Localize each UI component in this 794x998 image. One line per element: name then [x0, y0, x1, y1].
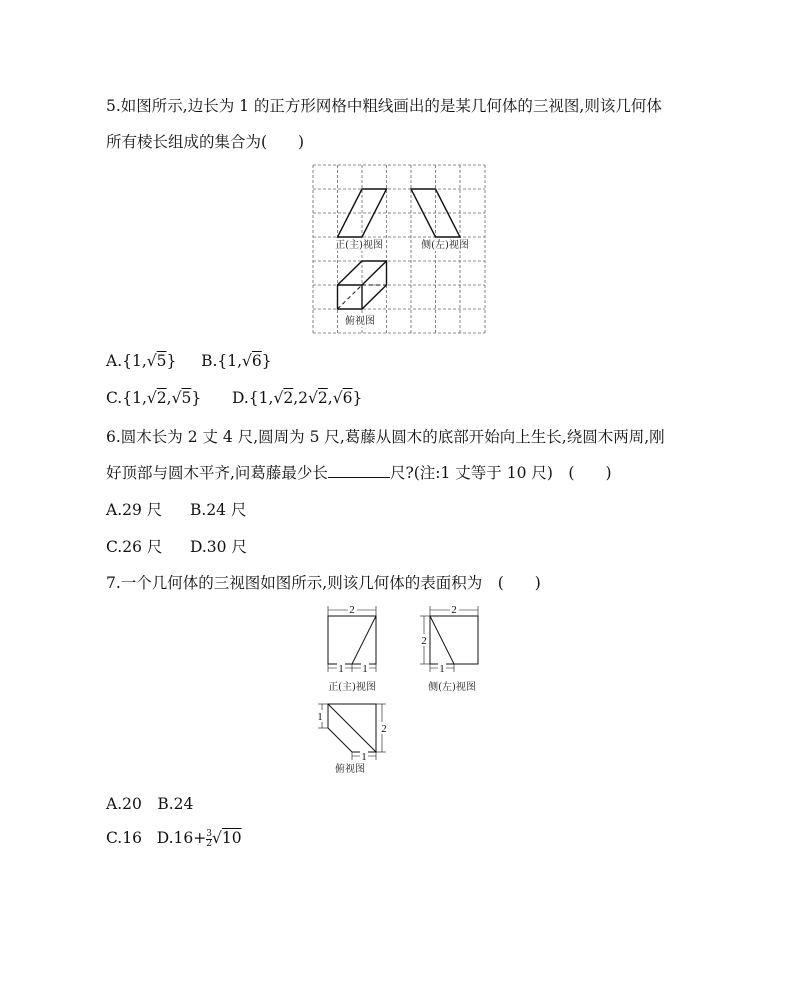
q7-top-caption: 俯视图	[335, 764, 365, 775]
q7-three-view-figure	[306, 602, 486, 778]
q7-optD-root: 10	[221, 829, 242, 847]
q5-optC-root1: 2	[156, 389, 167, 407]
q5-optB-suffix: }	[261, 352, 272, 370]
q7-front-dim-left: 1	[338, 663, 344, 675]
q5-options-cd	[106, 389, 201, 407]
q5-side-caption: 侧(左)视图	[421, 240, 469, 251]
q5-option-b[interactable]: B.{1,√6}	[201, 352, 272, 370]
q5-front-caption: 正(主)视图	[335, 240, 383, 251]
q7-optD-fraction	[206, 830, 212, 849]
q6-stem-line2	[106, 461, 612, 483]
q7-front-dim-top: 2	[349, 604, 355, 616]
q7-optD-num: 3	[206, 828, 212, 839]
q6-option-a[interactable]: A.29 尺	[106, 501, 163, 519]
q5-optA-root: 5	[156, 352, 167, 370]
q6-line2-suffix: 尺?(注:1 丈等于 10 尺) ( )	[389, 464, 612, 482]
q6-answer-blank[interactable]	[328, 463, 390, 478]
q6-line2-prefix: 好顶部与圆木平齐,问葛藤最少长	[106, 464, 328, 482]
q5-options-ab	[106, 352, 272, 370]
q6-stem-line1: 6.圆木长为 2 丈 4 尺,圆周为 5 尺,葛藤从圆木的底部开始向上生长,绕圆木两周,刚	[106, 428, 665, 446]
q5-optC-root2: 5	[181, 389, 192, 407]
q7-front-dim-right: 1	[362, 663, 368, 675]
q5-stem-line1: 5.如图所示,边长为 1 的正方形网格中粗线画出的是某几何体的三视图,则该几何体	[106, 97, 662, 115]
q7-top-dim-bottom: 1	[361, 751, 367, 763]
q5-option-d[interactable]: D.{1,√2,2√2,√6}	[232, 389, 363, 407]
q5-optD-mid2: ,	[327, 389, 333, 407]
q7-stem-line1: 7.一个几何体的三视图如图所示,则该几何体的表面积为 ( )	[106, 574, 541, 592]
q5-optD-suffix: }	[352, 389, 363, 407]
q5-stem-line2: 所有棱长组成的集合为( )	[106, 133, 305, 151]
q5-optC-suffix: }	[191, 389, 202, 407]
q5-optD-root3: 6	[342, 389, 353, 407]
q5-three-view-figure	[312, 164, 488, 336]
q5-optB-root: 6	[251, 352, 262, 370]
q7-optD-prefix: D.16+	[156, 829, 207, 847]
q5-option-c[interactable]: C.{1,√2,√5}	[106, 389, 202, 407]
q7-option-d[interactable]: D.16+ $\frac{3}{2}$ √10	[156, 828, 242, 849]
q7-options-ab[interactable]: A.20 B.24	[106, 795, 194, 813]
q7-front-caption: 正(主)视图	[328, 682, 376, 693]
q5-optA-prefix: A.{1,	[106, 352, 147, 370]
q5-optC-prefix: C.{1,	[106, 389, 147, 407]
q5-optD-root1: 2	[283, 389, 294, 407]
q5-optA-suffix: }	[166, 352, 177, 370]
q7-side-dim-bottom: 1	[439, 663, 445, 675]
q5-optB-prefix: B.{1,	[201, 352, 243, 370]
q5-optC-mid: ,	[166, 389, 172, 407]
q7-top-view	[318, 704, 386, 760]
q7-options-cd	[106, 829, 242, 849]
q5-top-caption: 俯视图	[345, 316, 375, 327]
q5-optD-prefix: D.{1,	[232, 389, 274, 407]
q7-top-dim-right: 2	[381, 723, 387, 735]
q7-option-c[interactable]: C.16	[106, 829, 142, 847]
q6-option-d[interactable]: D.30 尺	[190, 538, 247, 556]
q7-top-dim-left: 1	[317, 711, 323, 723]
q6-option-b[interactable]: B.24 尺	[190, 501, 247, 519]
q7-side-dim-top: 2	[451, 604, 457, 616]
q5-option-a[interactable]: A.{1,√5}	[106, 352, 177, 370]
q7-side-dim-height: 2	[421, 635, 427, 647]
q5-optD-mid: ,2	[293, 389, 309, 407]
q6-option-c[interactable]: C.26 尺	[106, 538, 163, 556]
q7-optD-den: 2	[206, 838, 212, 849]
q7-side-caption: 侧(左)视图	[428, 682, 476, 693]
q5-optD-root2: 2	[317, 389, 328, 407]
